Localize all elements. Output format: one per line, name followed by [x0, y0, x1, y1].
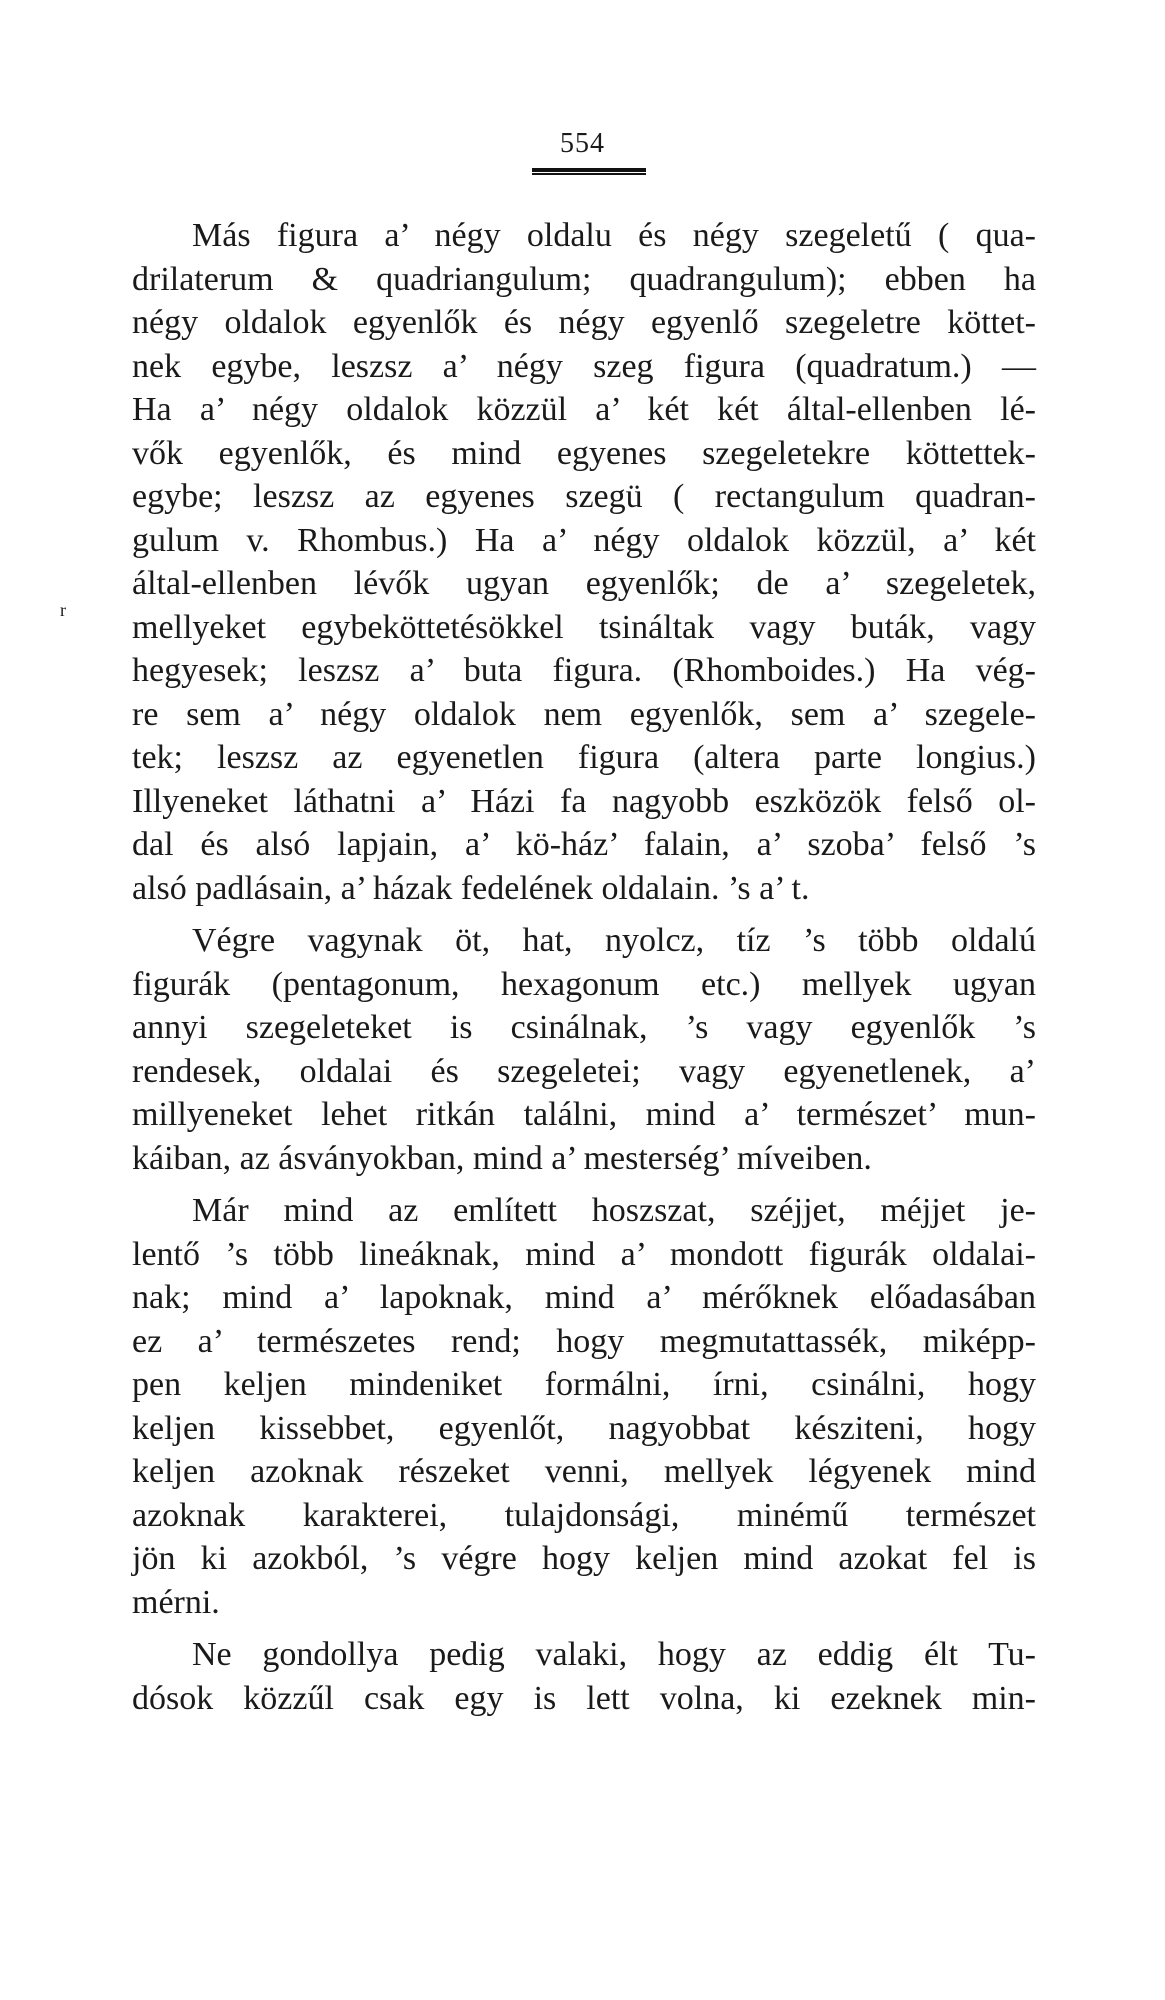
- text-line: egybe; leszsz az egyenes szegü ( rectangulum quadran-: [132, 478, 1036, 515]
- header-rule: [532, 168, 646, 175]
- text-line: ez a’ természetes rend; hogy megmutattassék, miképp-: [132, 1322, 1036, 1360]
- text-line: négy oldalok egyenlők és négy egyenlő szegeletre köttet-: [132, 304, 1036, 341]
- text-line: figurák (pentagonum, hexagonum etc.) mellyek ugyan: [132, 965, 1036, 1003]
- text-line: Már mind az említett hoszszat, széjjet, méjjet je-: [192, 1192, 1036, 1229]
- text-line: gulum v. Rhombus.) Ha a’ négy oldalok közzül, a’ két: [132, 521, 1036, 559]
- page-number: 554: [560, 128, 605, 159]
- text-line: lentő ’s több lineáknak, mind a’ mondott figurák oldalai-: [132, 1235, 1036, 1273]
- text-line: mérni.: [132, 1583, 220, 1621]
- text-line: millyeneket lehet ritkán találni, mind a’ természet’ mun-: [132, 1096, 1036, 1133]
- text-line: által-ellenben lévők ugyan egyenlők; de a’ szegeletek,: [132, 565, 1036, 602]
- paragraph: [132, 919, 1036, 1180]
- text-line: nak; mind a’ lapoknak, mind a’ mérőknek előadasában: [132, 1279, 1036, 1316]
- paragraph: [132, 1189, 1036, 1624]
- text-line: káiban, az ásványokban, mind a’ mesterség’ míveiben.: [132, 1139, 872, 1177]
- paragraph: [132, 1633, 1036, 1720]
- text-line: Végre vagynak öt, hat, nyolcz, tíz ’s több oldalú: [192, 922, 1036, 959]
- text-line: hegyesek; leszsz a’ buta figura. (Rhomboides.) Ha vég-: [132, 652, 1036, 689]
- text-line: pen keljen mindeniket formálni, írni, csinálni, hogy: [132, 1366, 1036, 1403]
- text-line: drilaterum & quadriangulum; quadrangulum); ebben ha: [132, 260, 1036, 298]
- text-line: dósok közzűl csak egy is lett volna, ki ezeknek min-: [132, 1679, 1036, 1717]
- text-line: mellyeket egybeköttetésökkel tsináltak vagy buták, vagy: [132, 608, 1036, 646]
- text-line: nek egybe, leszsz a’ négy szeg figura (quadratum.) —: [132, 347, 1036, 385]
- text-line: annyi szegeleteket is csinálnak, ’s vagy egyenlők ’s: [132, 1009, 1036, 1046]
- text-line: azoknak karakterei, tulajdonsági, minémű természet: [132, 1496, 1036, 1534]
- text-line: Illyeneket láthatni a’ Házi fa nagyobb eszközök felső ol-: [132, 782, 1036, 820]
- text-line: keljen kissebbet, egyenlőt, nagyobbat késziteni, hogy: [132, 1409, 1036, 1447]
- text-line: tek; leszsz az egyenetlen figura (altera parte longius.): [132, 739, 1036, 776]
- text-line: jön ki azokból, ’s végre hogy keljen mind azokat fel is: [132, 1540, 1036, 1577]
- body-text: [132, 214, 1036, 1729]
- text-line: rendesek, oldalai és szegeletei; vagy egyenetlenek, a’: [132, 1052, 1036, 1090]
- margin-mark: r: [60, 600, 66, 620]
- text-line: Ha a’ négy oldalok közzül a’ két két által-ellenben lé-: [132, 391, 1036, 428]
- paragraph: [132, 214, 1036, 910]
- text-line: keljen azoknak részeket venni, mellyek légyenek mind: [132, 1453, 1036, 1490]
- text-line: Más figura a’ négy oldalu és négy szegeletű ( qua-: [192, 217, 1036, 254]
- text-line: alsó padlásain, a’ házak fedelének oldalain. ’s a’ t.: [132, 869, 810, 907]
- text-line: dal és alsó lapjain, a’ kö-ház’ falain, a’ szoba’ felső ’s: [132, 826, 1036, 863]
- text-line: Ne gondollya pedig valaki, hogy az eddig élt Tu-: [192, 1636, 1036, 1673]
- text-line: re sem a’ négy oldalok nem egyenlők, sem a’ szegele-: [132, 695, 1036, 733]
- text-line: vők egyenlők, és mind egyenes szegeletekre köttettek-: [132, 434, 1036, 472]
